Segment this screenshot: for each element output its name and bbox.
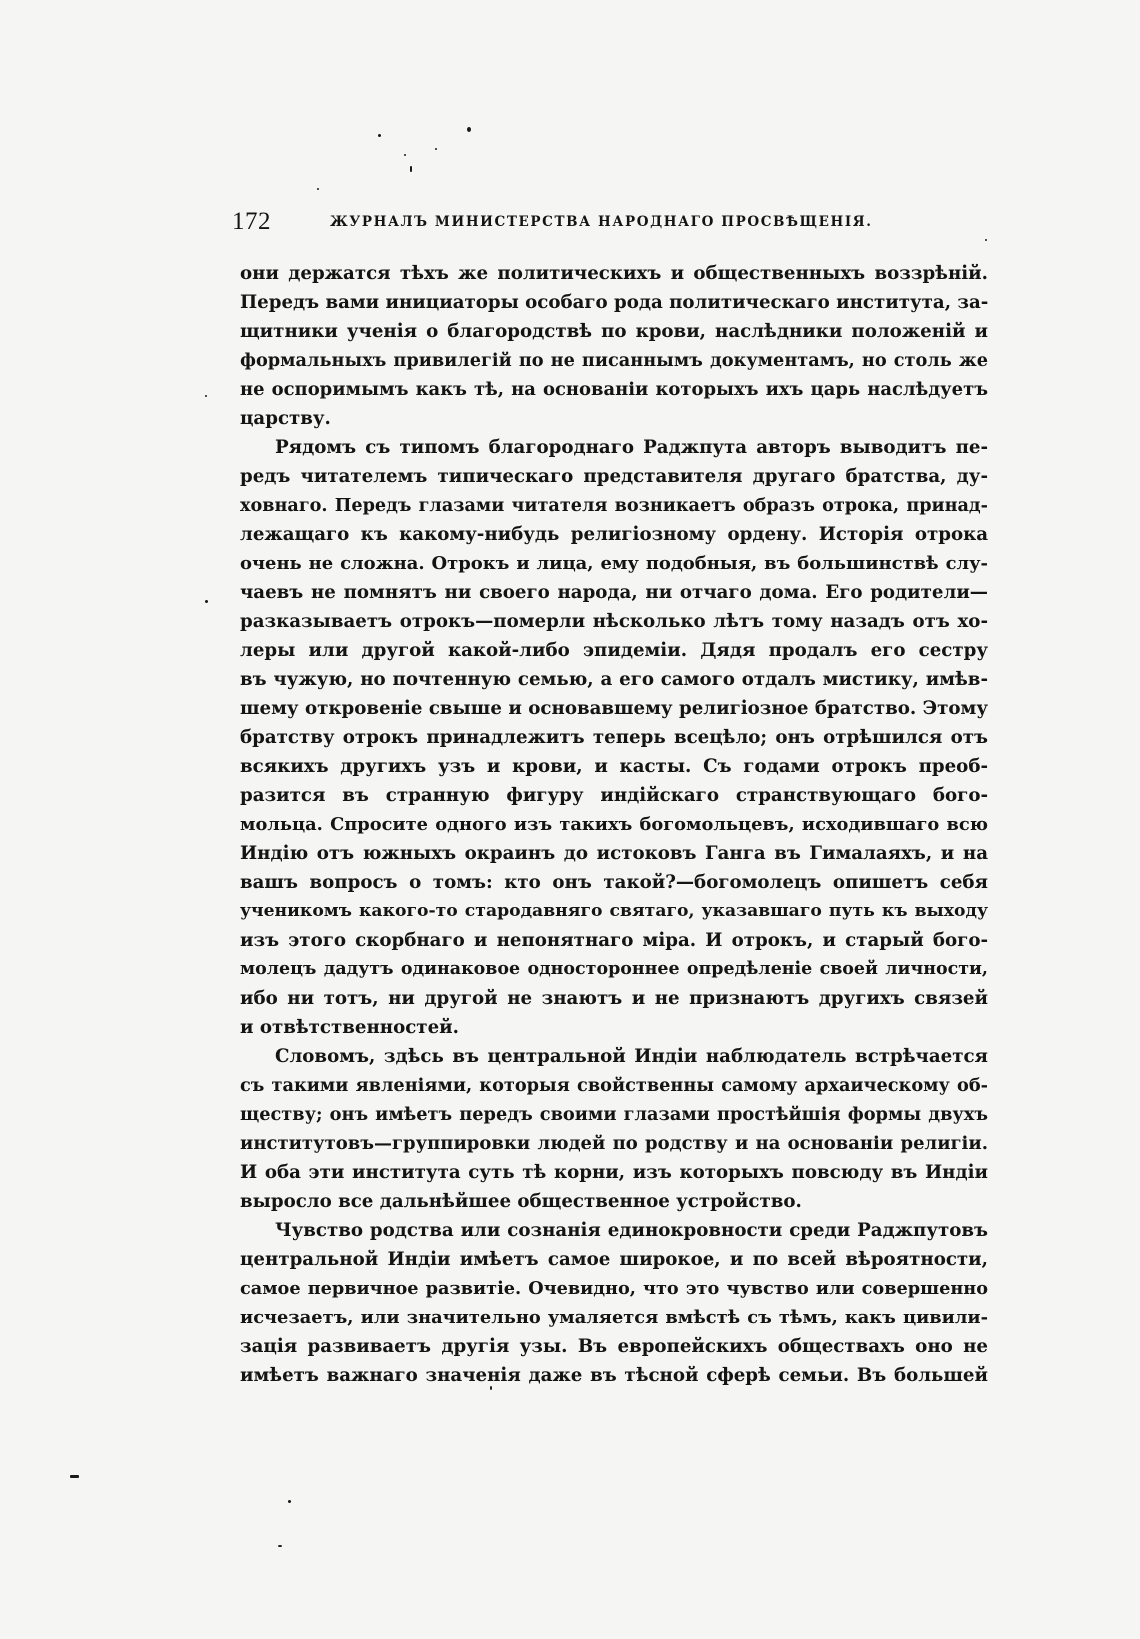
text-line: чаевъ не помнятъ ни своего народа, ни отчаго дома. Его родители— — [240, 582, 988, 603]
text-line: не оспоримымъ какъ тѣ, на основаніи которыхъ ихъ царь наслѣдуетъ — [240, 379, 988, 400]
scan-speck — [467, 127, 471, 132]
text-line: выросло все дальнѣйшее общественное устройство. — [240, 1191, 802, 1212]
text-line: всякихъ другихъ узъ и крови, и касты. Съ годами отрокъ преоб- — [240, 756, 988, 777]
scan-speck — [410, 166, 412, 172]
text-line: ществу; онъ имѣетъ передъ своими глазами простѣйшія формы двухъ — [240, 1104, 988, 1125]
text-line: царству. — [240, 408, 331, 429]
text-line: Рядомъ съ типомъ благороднаго Раджпута авторъ выводитъ пе- — [275, 437, 988, 458]
text-line: институтовъ—группировки людей по родству и на основаніи религіи. — [240, 1133, 988, 1154]
text-line: исчезаетъ, или значительно умаляется вмѣстѣ съ тѣмъ, какъ цивили- — [240, 1307, 988, 1328]
text-line: ученикомъ какого-то стародавняго святаго, указавшаго путь къ выходу — [240, 901, 988, 921]
text-line: очень не сложна. Отрокъ и лица, ему подобныя, въ большинствѣ слу- — [240, 553, 988, 574]
scan-speck — [404, 154, 406, 156]
scan-speck — [288, 1500, 291, 1503]
scan-speck — [205, 600, 208, 603]
text-line: редъ читателемъ типическаго представителя другаго братства, ду- — [240, 466, 988, 487]
text-line: и отвѣтственностей. — [240, 1017, 459, 1038]
text-line: шему откровеніе свыше и основавшему религіозное братство. Этому — [240, 698, 988, 719]
text-line: щитники ученія о благородствѣ по крови, наслѣдники положеній и — [240, 321, 988, 342]
text-line: мольца. Спросите одного изъ такихъ богомольцевъ, исходившаго всю — [240, 814, 988, 835]
text-line: имѣетъ важнаго значенія даже въ тѣсной сферѣ семьи. Въ большей — [240, 1365, 988, 1386]
text-line: они держатся тѣхъ же политическихъ и общественныхъ воззрѣній. — [240, 263, 988, 284]
text-line: вашъ вопросъ о томъ: кто онъ такой?—богомолецъ опишетъ себя — [240, 872, 988, 893]
text-line: въ чужую, но почтенную семью, а его самого отдалъ мистику, имѣв- — [240, 669, 988, 690]
running-title: ЖУРНАЛЪ МИНИСТЕРСТВА НАРОДНАГО ПРОСВѢЩЕНІЯ. — [330, 214, 873, 230]
scan-speck — [317, 188, 319, 190]
text-line: И оба эти института суть тѣ корни, изъ которыхъ повсюду въ Индіи — [240, 1162, 988, 1183]
text-line: Индію отъ южныхъ окраинъ до истоковъ Ганга въ Гималаяхъ, и на — [240, 843, 988, 864]
page-header — [232, 208, 988, 238]
text-line: Чувство родства или сознанія единокровности среди Раджпутовъ — [275, 1220, 988, 1241]
text-line: изъ этого скорбнаго и непонятнаго міра. И отрокъ, и старый бого- — [240, 930, 988, 951]
scan-speck — [985, 239, 987, 241]
text-line: формальныхъ привилегій по не писаннымъ документамъ, но столь же — [240, 350, 988, 371]
body-text — [240, 259, 988, 1390]
scan-speck — [70, 1475, 79, 1478]
text-line: ибо ни тотъ, ни другой не знаютъ и не признаютъ другихъ связей — [240, 988, 988, 1009]
scan-speck — [205, 395, 207, 397]
text-line: Передъ вами инициаторы особаго рода политическаго института, за- — [240, 292, 989, 313]
text-line: ховнаго. Передъ глазами читателя возникаетъ образъ отрока, принад- — [240, 495, 988, 516]
text-line: лежащаго къ какому-нибудь религіозному ордену. Исторія отрока — [240, 524, 988, 545]
text-line: самое первичное развитіе. Очевидно, что это чувство или совершенно — [240, 1278, 988, 1299]
text-line: разится въ странную фигуру индійскаго странствующаго бого- — [240, 785, 988, 806]
text-line: зація развиваетъ другія узы. Въ европейскихъ обществахъ оно не — [240, 1336, 988, 1357]
text-line: Словомъ, здѣсь въ центральной Индіи наблюдатель встрѣчается — [275, 1046, 988, 1067]
scan-speck — [278, 1545, 282, 1547]
text-line: разказываетъ отрокъ—померли нѣсколько лѣтъ тому назадъ отъ хо- — [240, 611, 988, 632]
text-line: леры или другой какой-либо эпидеміи. Дядя продалъ его сестру — [240, 640, 988, 661]
scan-speck — [435, 148, 437, 150]
text-line: центральной Индіи имѣетъ самое широкое, и по всей вѣроятности, — [240, 1249, 988, 1270]
text-line: съ такими явленіями, которыя свойственны самому архаическому об- — [240, 1075, 988, 1096]
text-line: братству отрокъ принадлежитъ теперь всецѣло; онъ отрѣшился отъ — [240, 727, 988, 748]
page-number: 172 — [232, 208, 271, 235]
text-line: молецъ дадутъ одинаковое одностороннее опредѣленіе своей личности, — [240, 959, 988, 979]
scan-speck — [378, 134, 381, 137]
